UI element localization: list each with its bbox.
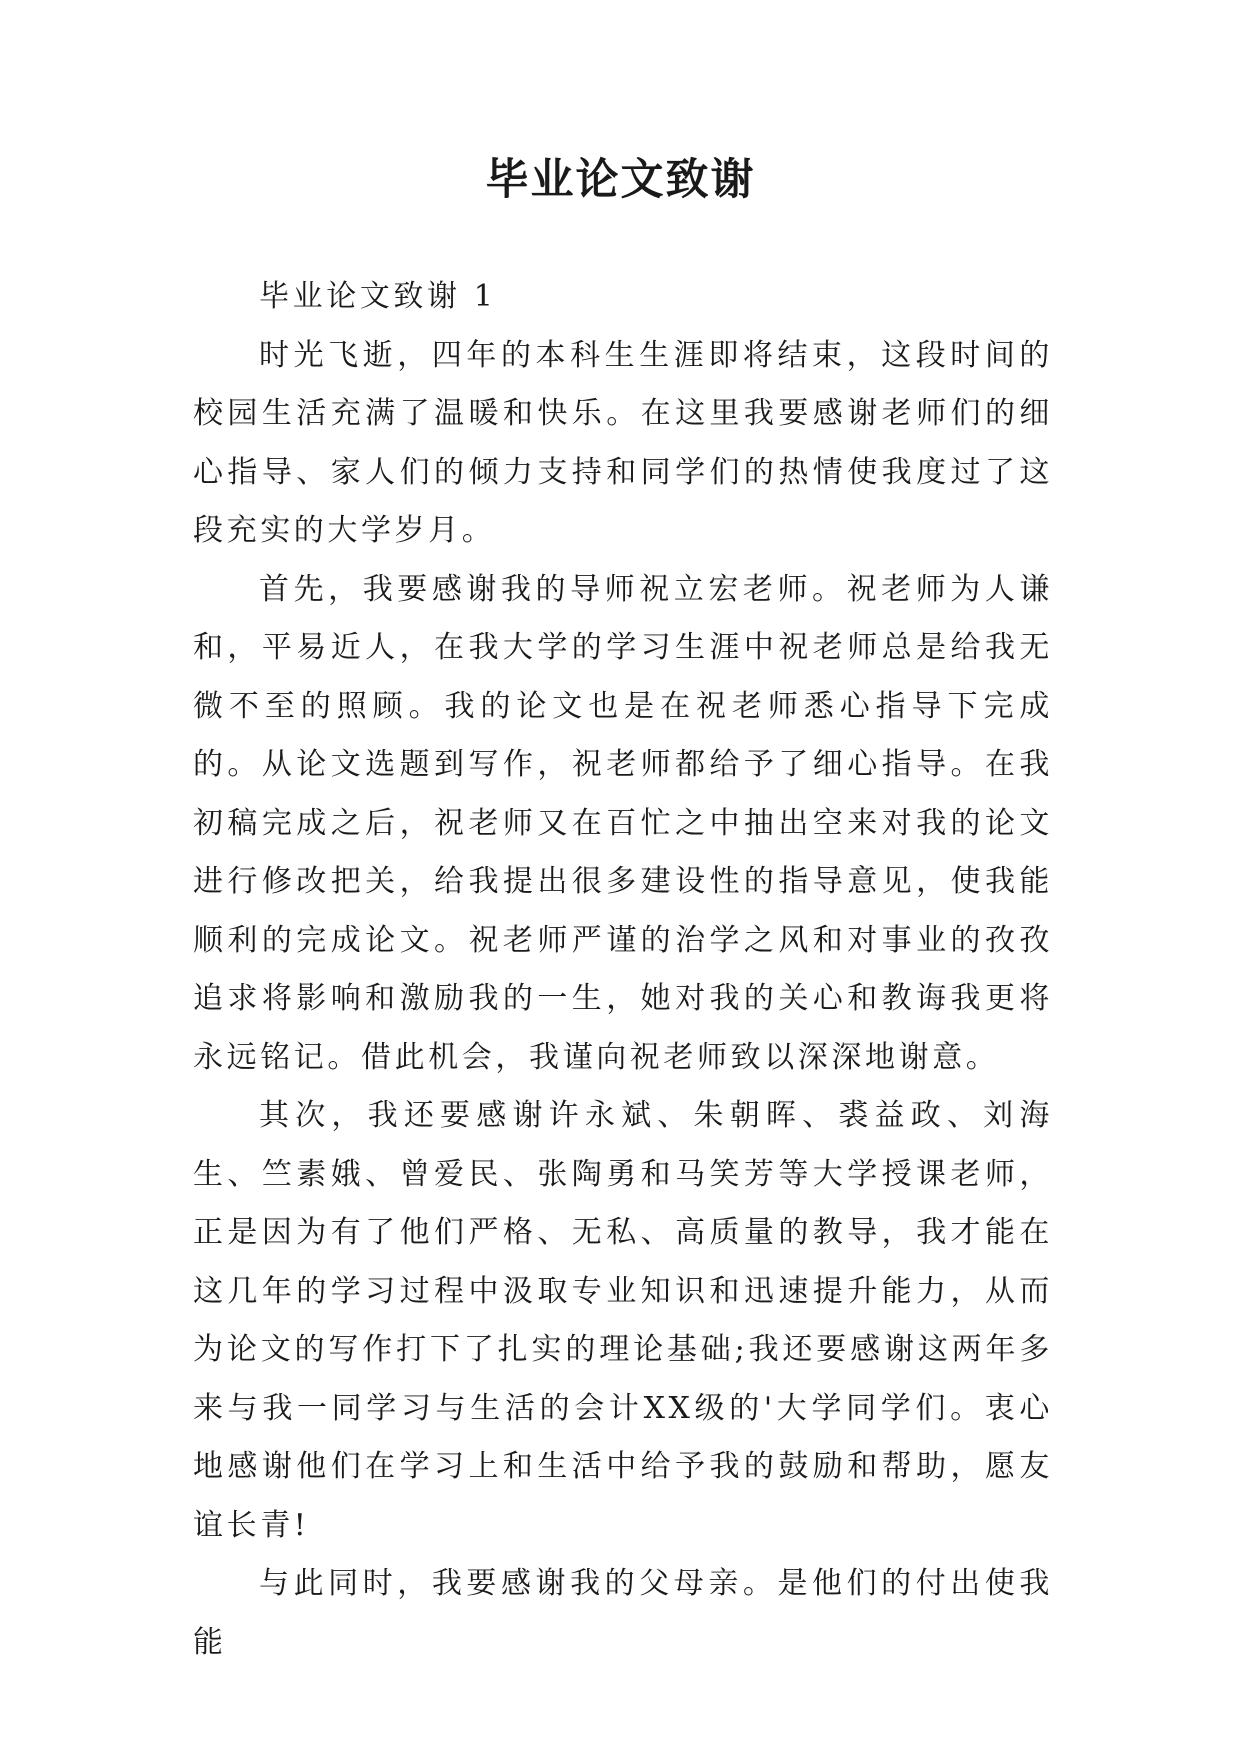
- paragraph-advisor: 首先，我要感谢我的导师祝立宏老师。祝老师为人谦和，平易近人，在我大学的学习生涯中祝老师总是给我无微不至的照顾。我的论文也是在祝老师悉心指导下完成的。从论文选题到写作，祝老师都给予了细心指导。在我初稿完成之后，祝老师又在百忙之中抽出空来对我的论文进行修改把关，给我提出很多建设性的指导意见，使我能顺利的完成论文。祝老师严谨的治学之风和对事业的孜孜追求将影响和激励我的一生，她对我的关心和教诲我更将永远铭记。借此机会，我谨向祝老师致以深深地谢意。: [193, 571, 1053, 1075]
- paragraph-intro: 时光飞逝，四年的本科生生涯即将结束，这段时间的校园生活充满了温暖和快乐。在这里我要感谢老师们的细心指导、家人们的倾力支持和同学们的热情使我度过了这段充实的大学岁月。: [193, 337, 1053, 548]
- paragraph-parents: 与此同时，我要感谢我的父母亲。是他们的付出使我能: [193, 1566, 1053, 1660]
- section-heading: 毕业论文致谢 1: [259, 279, 497, 314]
- document-body: [193, 268, 1053, 1672]
- document-title: 毕业论文致谢: [485, 155, 756, 205]
- paragraph-teachers: 其次，我还要感谢许永斌、朱朝晖、裘益政、刘海生、竺素娥、曾爱民、张陶勇和马笑芳等大学授课老师，正是因为有了他们严格、无私、高质量的教导，我才能在这几年的学习过程中汲取专业知识和迅速提升能力，从而为论文的写作打下了扎实的理论基础;我还要感谢这两年多来与我一同学习与生活的会计XX级的'大学同学们。衷心地感谢他们在学习上和生活中给予我的鼓励和帮助，愿友谊长青!: [193, 1098, 1053, 1543]
